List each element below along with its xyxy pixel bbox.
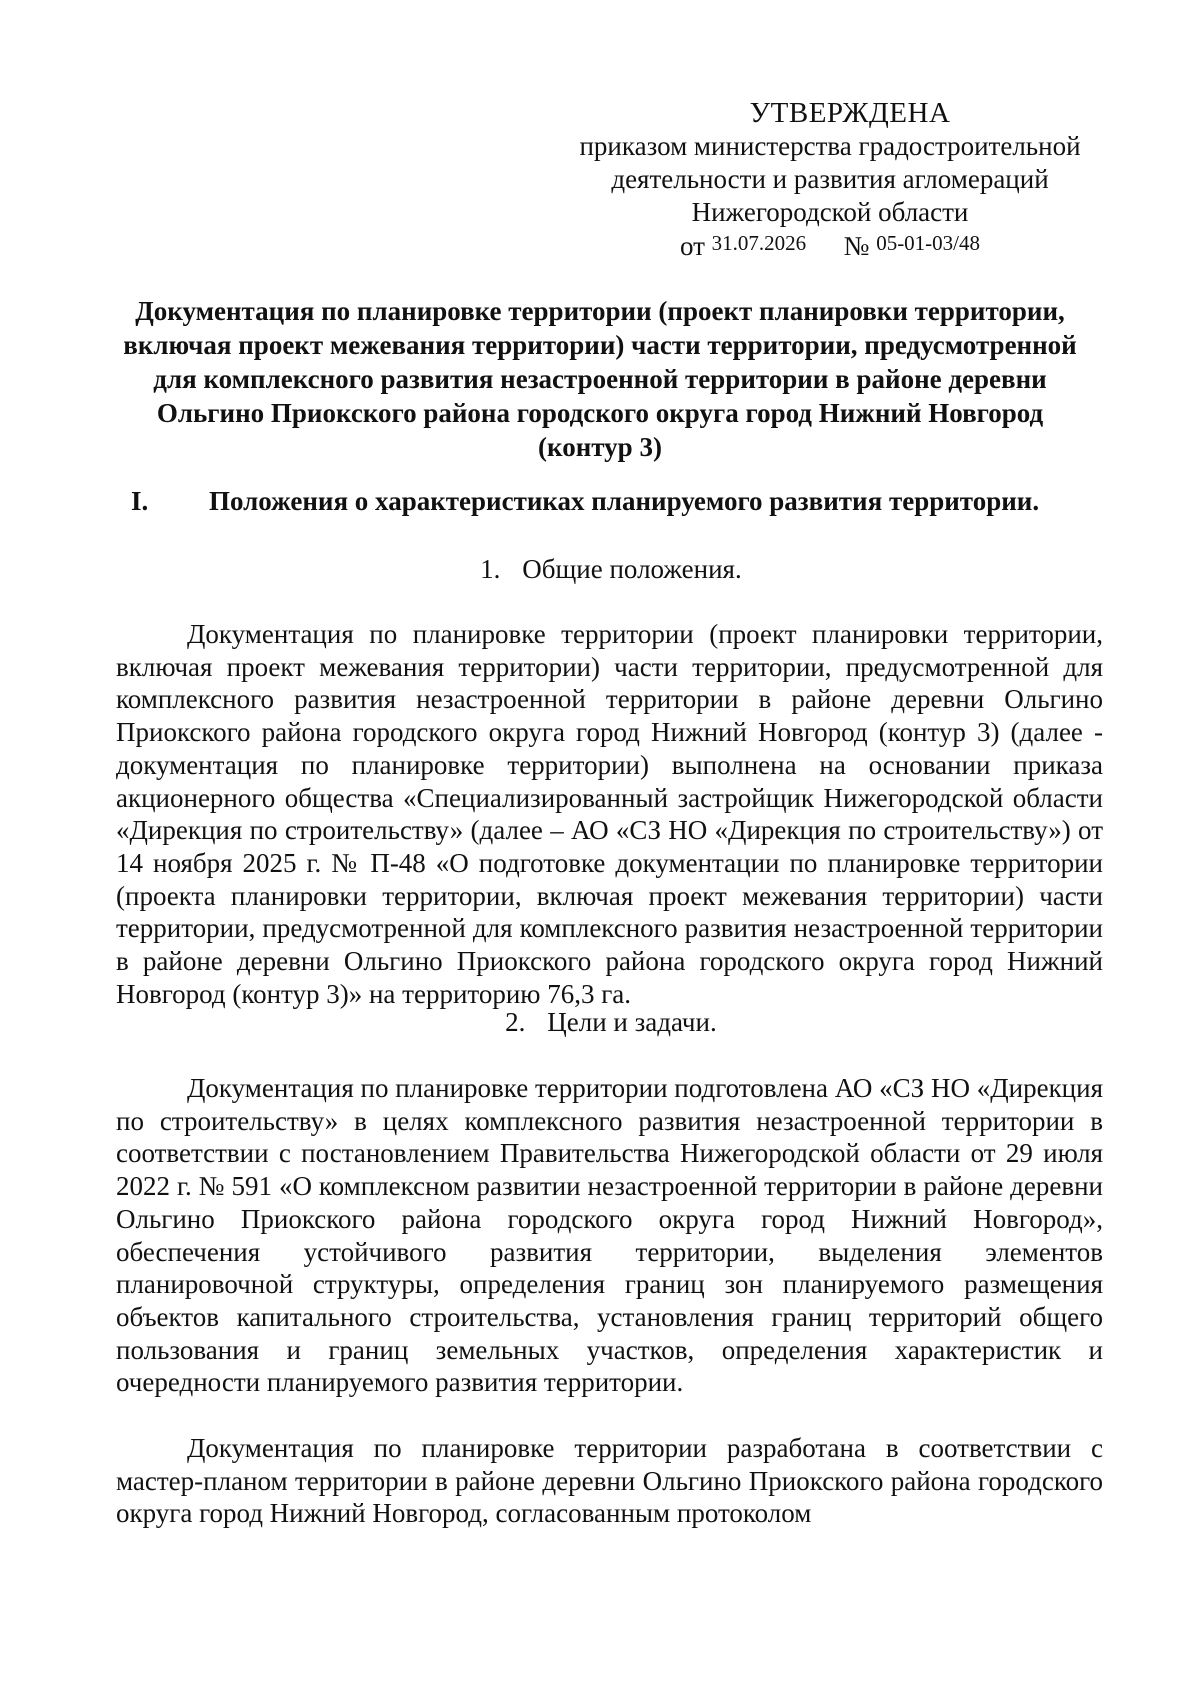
- subsection-heading-1: [0, 552, 1200, 586]
- paragraph-master-plan: Документация по планировке территории разработана в соответствии с мастер-планом территории в районе деревни Ольгино Приокского района городского округа город Нижний Новгород, согласованным протоколом: [116, 1433, 1103, 1529]
- paragraph-general-provisions: Документация по планировке территории (проект планировки территории, включая проект межевания территории) части территории, предусмотренной для комплексного развития незастроенной территории в районе деревни Ольгино Приокского района городского округа город Нижний Новгород (контур 3) (далее - документация по планировке территории) выполнена на основании приказа акционерного общества «Специализированный застройщик Нижегородской области «Дирекция по строительству» (далее – АО «СЗ НО «Дирекция по строительству») от 14 ноября 2025 г. № П-48 «О подготовке документации по планировке территории (проекта планировки территории, включая проект межевания территории) части территории, предусмотренной для комплексного развития незастроенной территории в районе деревни Ольгино Приокского района городского округа город Нижний Новгород (контур 3)» на территорию 76,3 га.: [116, 619, 1103, 1009]
- approval-line-2: деятельности и развития агломераций: [611, 164, 1049, 194]
- section-heading: [131, 484, 1111, 518]
- subsection-number: 1.: [480, 554, 501, 584]
- document-title: Документация по планировке территории (проект планировки территории, включая проект межевания территории) части территории, предусмотренной для комплексного развития незастроенной территории в районе деревни Ольгино Приокского района городского округа город Нижний Новгород (контур 3): [123, 296, 1077, 462]
- section-title: Положения о характеристиках планируемого развития территории.: [209, 486, 1040, 516]
- approval-title: УТВЕРЖДЕНА: [749, 97, 951, 129]
- order-number-value: 05-01-03/48: [876, 231, 981, 255]
- order-date-label: от: [679, 231, 705, 261]
- order-number-label: №: [843, 231, 870, 261]
- approval-stamp-block: [560, 97, 1100, 260]
- section-number: I.: [131, 486, 149, 516]
- subsection-title: Цели и задачи.: [547, 1007, 717, 1037]
- paragraph-goals: Документация по планировке территории подготовлена АО «СЗ НО «Дирекция по строительству» в целях комплексного развития незастроенной территории в соответствии с постановлением Правительства Нижегородской области от 29 июля 2022 г. № 591 «О комплексном развитии незастроенной территории в районе деревни Ольгино Приокского района городского округа город Нижний Новгород», обеспечения устойчивого развития территории, выделения элементов планировочной структуры, определения границ зон планируемого размещения объектов капитального строительства, установления границ территорий общего пользования и границ земельных участков, определения характеристик и очередности планируемого развития территории.: [116, 1073, 1103, 1398]
- subsection-title: Общие положения.: [522, 554, 742, 584]
- subsection-heading-2: [0, 1005, 1200, 1039]
- subsection-number: 2.: [505, 1007, 526, 1037]
- approval-order-line: [560, 225, 1100, 260]
- order-date-value: 31.07.2026: [711, 231, 807, 255]
- approval-line-1: приказом министерства градостроительной: [579, 131, 1081, 161]
- approval-line-3: Нижегородской области: [691, 197, 969, 227]
